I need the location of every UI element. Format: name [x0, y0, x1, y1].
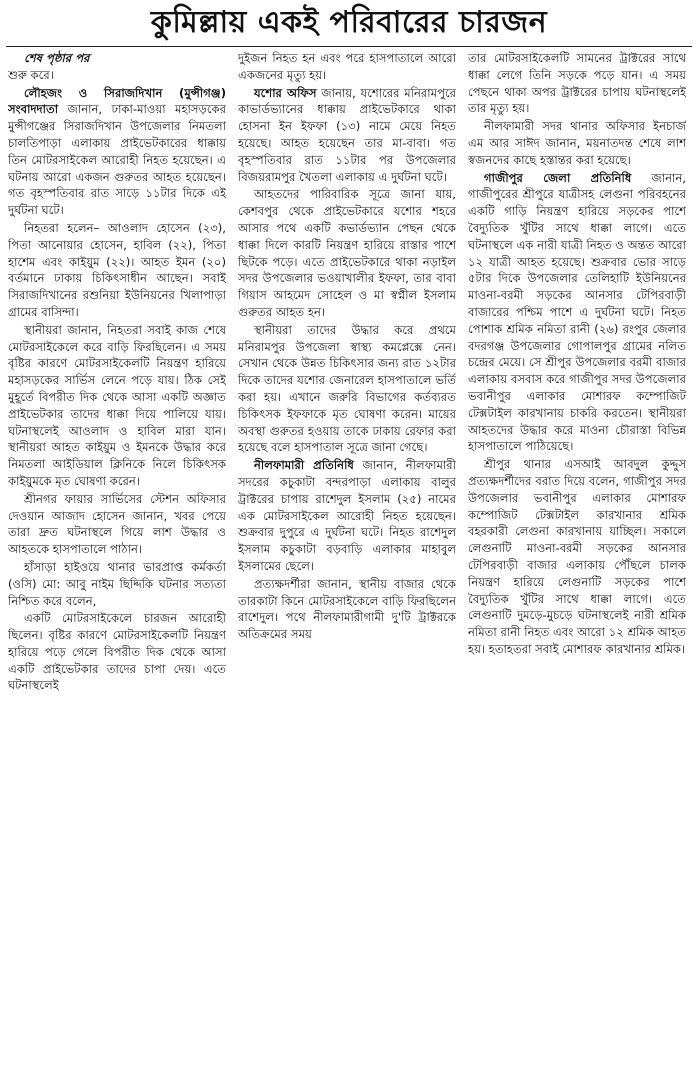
article-paragraph — [238, 322, 456, 456]
article-paragraph — [238, 457, 456, 575]
article-paragraph — [238, 85, 456, 186]
paragraph-text: নীলফামারী সদর থানার অফিসার ইনচার্জ এম আর সাঈদ জানান, ময়নাতদন্ত শেষে লাশ স্বজনদের কাছে হস্তান্তর করা হয়েছে। — [468, 119, 686, 167]
paragraph-text: জানান, নীলফামারী সদরের কচুকাটা বন্দরপাড়া এলাকায় বালুর ট্রাক্টরের চাপায় রাশেদুল ইসলাম (২৫) নামের এক মোটরসাইকেল আরোহী নিহত হয়েছেন। শুক্রবার দুপুরে এ দুর্ঘটনা ঘটে। নিহত রাশেদুল ইসলাম কচুকাটা বড়বাড়ি এলাকার মাহাবুল ইসলামের ছেলে। — [238, 458, 456, 573]
article-paragraph — [238, 186, 456, 320]
article-paragraph — [468, 118, 686, 168]
paragraph-text: দুইজন নিহত হন এবং পরে হাসপাতালে আরো একজনের মৃত্যু হয়। — [238, 51, 456, 82]
dateline: যশোর অফিস — [254, 85, 317, 100]
continued-from-label: শেষ পৃষ্ঠার পর — [24, 51, 90, 65]
paragraph-text: স্থানীয়রা তাদের উদ্ধার করে প্রথমে মনিরামপুর উপজেলা স্বাস্থ্য কমপ্লেক্সে নেন। সেখান থেকে উন্নত চিকিৎসার জন্য রাত ১২টার দিকে তাদের যশোর জেনারেল হাসপাতালে ভর্তি করা হয়। এখানে জরুরি বিভাগের কর্তব্যরত চিকিৎসক ইফফাকে মৃত ঘোষণা করেন। মায়ের অবস্থা গুরুতর হওয়ায় তাকে ঢাকায় রেফার করা হয়েছে বলে হাসপাতাল সূত্রে জানা গেছে। — [238, 322, 456, 455]
headline-divider — [6, 46, 692, 47]
dateline: লৌহজং ও সিরাজদিখান (মুন্সীগঞ্জ) সংবাদদাতা — [8, 85, 226, 117]
article-paragraph — [468, 456, 686, 658]
paragraph-text: প্রত্যক্ষদর্শীরা জানান, স্থানীয় বাজার থেকে তারকাটা কিনে মোটরসাইকেলে বাড়ি ফিরছিলেন রাশেদুল। পথে নীলফামারীগামী দু'টি ট্রাক্টরকে অতিক্রমের সময় — [238, 576, 456, 642]
paragraph-text: জানান, গাজীপুরের শ্রীপুরে যাত্রীসহ লেগুনা পরিবহনের একটি গাড়ি নিয়ন্ত্রণ হারিয়ে সড়কের পাশে বৈদ্যুতিক খুঁটির সাথে ধাক্কা লাগে। এতে ঘটনাস্থলে এক নারী যাত্রী নিহত ও অন্তত আরো ১২ যাত্রী আহত হয়েছে। শুক্রবার ভোর সাড়ে ৫টার দিকে উপজেলার তেলিহাটি ইউনিয়নের মাওনা-বরমী সড়কের আনসার টেপিরবাড়ী বাজারের পশ্চিম পাশে এ দুর্ঘটনা ঘটে। নিহত পোশাক শ্রমিক নমিতা রানী (২৬) রংপুর জেলার বদরগঞ্জ উপজেলার গোপালপুর গ্রামের নলিত চন্দ্রের মেয়ে। সে শ্রীপুর উপজেলার বরমী বাজার এলাকায় বসবাস করে গাজীপুর সদর উপজেলার ভবানীপুর এলাকার মোশারফ কম্পোজিট টেক্সটাইল কারখানায় চাকরি করতেন। স্থানীয়রা আহতদের উদ্ধার করে মাওনা চৌরাস্তা বিভিন্ন হাসপাতালে পাঠিয়েছে। — [468, 170, 686, 454]
column-1 — [8, 50, 226, 1064]
paragraph-text: শ্রীপুর থানার এসআই আবদুল কুদ্দুস প্রত্যক্ষদর্শীদের বরাত দিয়ে বলেন, গাজীপুর সদর উপজেলার ভবানীপুর এলাকার মোশারফ কম্পোজিট টেক্সটাইল কারখানার শ্রমিক বহরকারী লেগুনা কারখানায় যাচ্ছিল। সকালে লেগুনাটি মাওনা-বরমী সড়কের আনসার টেপিরবাড়ী বাজার এলাকায় পৌঁছলে চালক নিয়ন্ত্রণ হারিয়ে লেগুনাটি সড়কের পাশে বৈদ্যুতিক খুঁটির সাথে ধাক্কা লাগে। এতে লেগুনাটি দুমড়ে-মুচড়ে ঘটনাস্থলেই নারী শ্রমিক নমিতা রানী নিহত এবং আরো ১২ শ্রমিক আহত হয়। হতাহতরা সবাই মোশারফ কারখানার শ্রমিক। — [468, 457, 686, 656]
article-paragraph — [238, 576, 456, 643]
paragraph-text: একটি মোটরসাইকেলে চারজন আরোহী ছিলেন। বৃষ্টির কারণে মোটরসাইকেলটি নিয়ন্ত্রণ হারিয়ে পড়ে গেলে বিপরীত দিক থেকে আসা একটি প্রাইভেটকার তাদের চাপা দেয়। এতে ঘটনাস্থলেই — [8, 611, 226, 693]
article-paragraph — [238, 50, 456, 84]
article-paragraph — [8, 559, 226, 609]
article-paragraph — [8, 610, 226, 694]
dateline: গাজীপুর জেলা প্রতিনিধি — [484, 170, 632, 185]
article-paragraph — [8, 50, 226, 84]
article-paragraph — [8, 85, 226, 219]
paragraph-text: জানান, ঢাকা-মাওয়া মহাসড়কের মুন্সীগঞ্জের সিরাজদিখান উপজেলার নিমতলা চালতিপাড়া এলাকায় প্রাইভেটকারের ধাক্কায় তিন মোটরসাইকেল আরোহী নিহত হয়েছেন। এ ঘটনায় আরো একজন গুরুতর আহত হয়েছেন। গত বৃহস্পতিবার রাত সাড়ে ১১টার দিকে এই দুর্ঘটনা ঘটে। — [8, 102, 226, 218]
paragraph-text: তার মোটরসাইকেলটি সামনের ট্রাক্টরের সাথে ধাক্কা লেগে তিনি সড়কে পড়ে যান। এ সময় পেছনে থাকা অপর ট্রাক্টরের চাপায় ঘটনাস্থলেই তার মৃত্যু হয়। — [468, 51, 686, 116]
paragraph-text: জানায়, যশোরের মনিরামপুরে কাভার্ডভ্যানের ধাক্কায় প্রাইভেটকারে থাকা হোসনা ইন ইফফা (১৩) নামে মেয়ে নিহত হয়েছে। আহত হয়েছেন তার মা-বাবা। গত বৃহস্পতিবার রাত ১১টার পর উপজেলার বিজয়রামপুর খৈতলা এলাকায় এ দুর্ঘটনা ঘটে। — [238, 85, 456, 184]
paragraph-text: শ্রীনগর ফায়ার সার্ভিসের স্টেশন অফিসার দেওয়ান আজাদ হোসেন জানান, খবর পেয়ে তারা দ্রুত ঘটনাস্থলে গিয়ে লাশ উদ্ধার ও আহতকে হাসপাতালে পাঠান। — [8, 491, 226, 557]
column-3 — [468, 50, 686, 1064]
paragraph-text: নিহতরা হলেন– আওলাদ হোসেন (২৩), পিতা আনোয়ার হোসেন, হাবিল (২২), পিতা হাশেম এবং কাইয়ুম (২২)। আহত ইমন (২০) বর্তমানে ঢাকায় চিকিৎসাধীন আছেন। সবাই সিরাজদিখানের রশুনিয়া ইউনিয়নের খিলাপাড়া গ্রামের বাসিন্দা। — [8, 220, 226, 319]
headline: কুমিল্লায় একই পরিবারের চারজন — [150, 5, 548, 40]
article-paragraph — [8, 491, 226, 558]
article-paragraph — [8, 322, 226, 490]
article-paragraph — [468, 170, 686, 456]
column-2 — [238, 50, 456, 1064]
article-columns — [8, 50, 690, 1064]
article-paragraph — [8, 220, 226, 321]
article-paragraph — [468, 50, 686, 117]
dateline: নীলফামারী প্রতিনিধি — [254, 458, 354, 473]
paragraph-text: স্থানীয়রা জানান, নিহতরা সবাই কাজ শেষে মোটরসাইকেলে করে বাড়ি ফিরছিলেন। এ সময় বৃষ্টির কারণে মোটরসাইকেলটি নিয়ন্ত্রণ হারিয়ে মহাসড়কের সার্ভিস লেনে পড়ে যায়। ঠিক সেই মুহূর্তে বিপরীত দিক থেকে আসা একটি অজ্ঞাত প্রাইভেটকার তাদের ধাক্কা দিয়ে পালিয়ে যায়। ঘটনাস্থলেই আওলাদ ও হাবিল মারা যান। স্থানীয়রা আহত কাইয়ুম ও ইমনকে উদ্ধার করে নিমতলা আইডিয়াল ক্লিনিকে নিলে চিকিৎসক কাইয়ুমকে মৃত ঘোষণা করেন। — [8, 322, 226, 488]
paragraph-text: আহতদের পারিবারিক সূত্রে জানা যায়, কেশবপুর থেকে প্রাইভেটকারে যশোর শহরে আসার পথে একটি কভার্ডভ্যান পেছন থেকে ধাক্কা দিলে কারটি নিয়ন্ত্রণ হারিয়ে রাস্তার পাশে ছিটকে পড়ে। এতে প্রাইভেটকারে থাকা নড়াইল সদর উপজেলার ভওয়াখালীর ইফফা, তার বাবা গিয়াস আহমেদ সোহেল ও মা স্বপ্নীল ইসলাম গুরুতর আহত হন। — [238, 187, 456, 319]
paragraph-text: হাঁসাড়া হাইওয়ে থানার ভারপ্রাপ্ত কর্মকর্তা (ওসি) মো: আবু নাইম ছিদ্দিকি ঘটনার সত্যতা নিশ্চিত করে বলেন, — [8, 559, 226, 608]
paragraph-text: শুরু করে। — [8, 67, 54, 82]
